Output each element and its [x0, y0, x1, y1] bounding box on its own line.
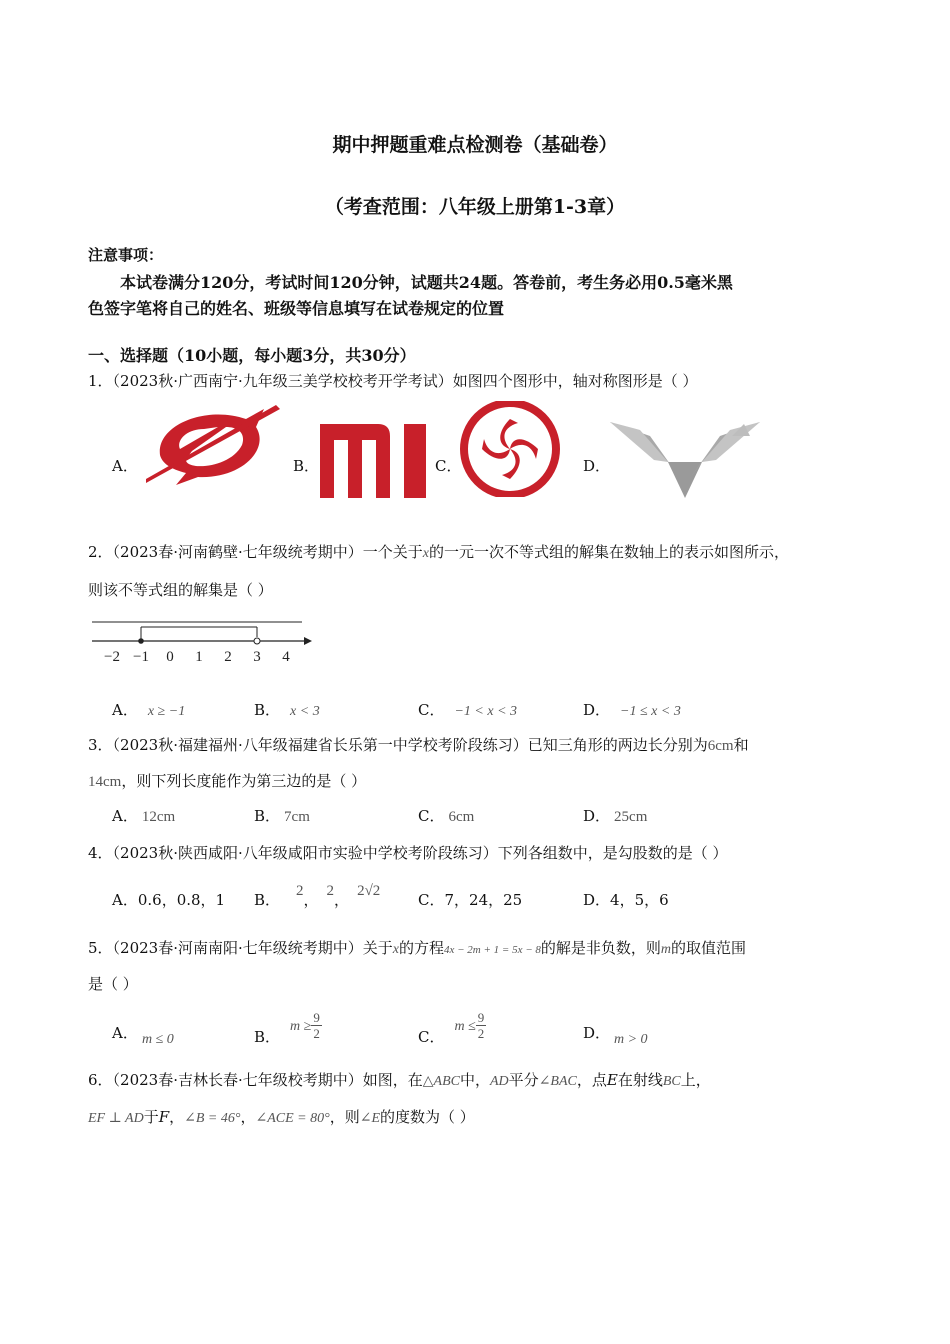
axis-label: 2	[224, 649, 232, 665]
question-2-text: 2．（2023春·河南鹤壁·七年级统考期中）一个关于x的一元一次不等式组的解集在数轴上的表示如图所示，	[88, 543, 789, 561]
number-line-diagram	[92, 617, 312, 665]
q5-option-b: B．m ≥ $\frac{9}{2}$	[254, 1010, 320, 1046]
axis-label: 1	[195, 649, 203, 665]
q5-option-d-math: m > 0	[614, 1032, 648, 1047]
slash-ring-logo-icon	[146, 405, 280, 485]
mi-logo-icon	[320, 424, 426, 498]
q4-option-c: C．7，24，25	[418, 891, 523, 909]
q4-option-a: A．0.6，0.8，1	[112, 891, 226, 909]
question-5-line2: 是（ ）	[88, 975, 138, 993]
question-3-line2: 14cm，则下列长度能作为第三边的是（ ）	[88, 772, 367, 790]
q1-option-a-label: A．	[112, 457, 138, 475]
page-title: 期中押题重难点检测卷（基础卷）	[332, 134, 618, 156]
question-4-text: 4．（2023秋·陕西咸阳·八年级咸阳市实验中学校考阶段练习）下列各组数中，是勾股数的是（ ）	[88, 844, 728, 862]
q2-option-b: B． x < 3	[254, 701, 320, 719]
q4-option-d: D．4，5，6	[583, 891, 669, 909]
q5-option-a-label: A．	[112, 1024, 138, 1042]
notice-line2: 色签字笔将自己的姓名、班级等信息填写在试卷规定的位置	[88, 299, 505, 318]
axis-label: 4	[282, 649, 290, 665]
q5-option-a-math: m ≤ 0	[142, 1032, 174, 1047]
q3-option-a: A． 12cm	[112, 807, 176, 825]
q3-option-c: C． 6cm	[418, 807, 475, 825]
q1-option-b-label: B．	[293, 457, 320, 475]
page-subtitle: （考查范围：八年级上册第1-3章）	[324, 196, 626, 218]
q1-option-d-label: D．	[583, 457, 611, 475]
question-2-line2: 则该不等式组的解集是（ ）	[88, 581, 273, 599]
q3-option-d: D． 25cm	[583, 807, 648, 825]
q2-option-c: C． −1 < x < 3	[418, 701, 518, 719]
q2-option-d: D． −1 ≤ x < 3	[583, 701, 681, 719]
q4-option-b: B． 2， 2， 2√2	[254, 883, 381, 909]
axis-label: −1	[133, 649, 149, 665]
axis-label: 3	[253, 649, 261, 665]
question-5-text: 5．（2023春·河南南阳·七年级统考期中）关于x的方程4x − 2m + 1 = 5x − 8的解是非负数，则m的取值范围	[88, 939, 747, 957]
notice-line1: 本试卷满分120分，考试时间120分钟，试题共24题。答卷前，考生务必用0.5毫米黑	[120, 273, 733, 292]
question-6-text: 6．（2023春·吉林长春·七年级校考期中）如图，在△ABC中，AD平分∠BAC，点E在射线BC上，	[88, 1071, 711, 1089]
axis-label: −2	[104, 649, 120, 665]
q5-option-d-label: D．	[583, 1024, 611, 1042]
section-heading: 一、选择题（10小题，每小题3分，共30分）	[88, 346, 416, 365]
question-3-text: 3．（2023秋·福建福州·八年级福建省长乐第一中学校考阶段练习）已知三角形的两边长分别为6cm和	[88, 736, 749, 754]
question-1-text: 1．（2023秋·广西南宁·九年级三美学校校考开学考试）如图四个图形中，轴对称图形是（ ）	[88, 372, 698, 390]
notice-heading: 注意事项：	[88, 246, 164, 264]
question-6-line2: EF ⊥ AD于F，∠B = 46°，∠ACE = 80°，则∠E的度数为（ ）	[88, 1108, 475, 1126]
q5-option-c: C．m ≤ $\frac{9}{2}$	[418, 1010, 485, 1046]
axis-label: 0	[166, 649, 174, 665]
q3-option-b: B． 7cm	[254, 807, 310, 825]
chevron-w-logo-icon	[610, 422, 760, 498]
dongfeng-logo-icon	[460, 401, 560, 497]
q2-option-a: A． x ≥ −1	[112, 701, 186, 719]
q1-option-c-label: C．	[435, 457, 462, 475]
